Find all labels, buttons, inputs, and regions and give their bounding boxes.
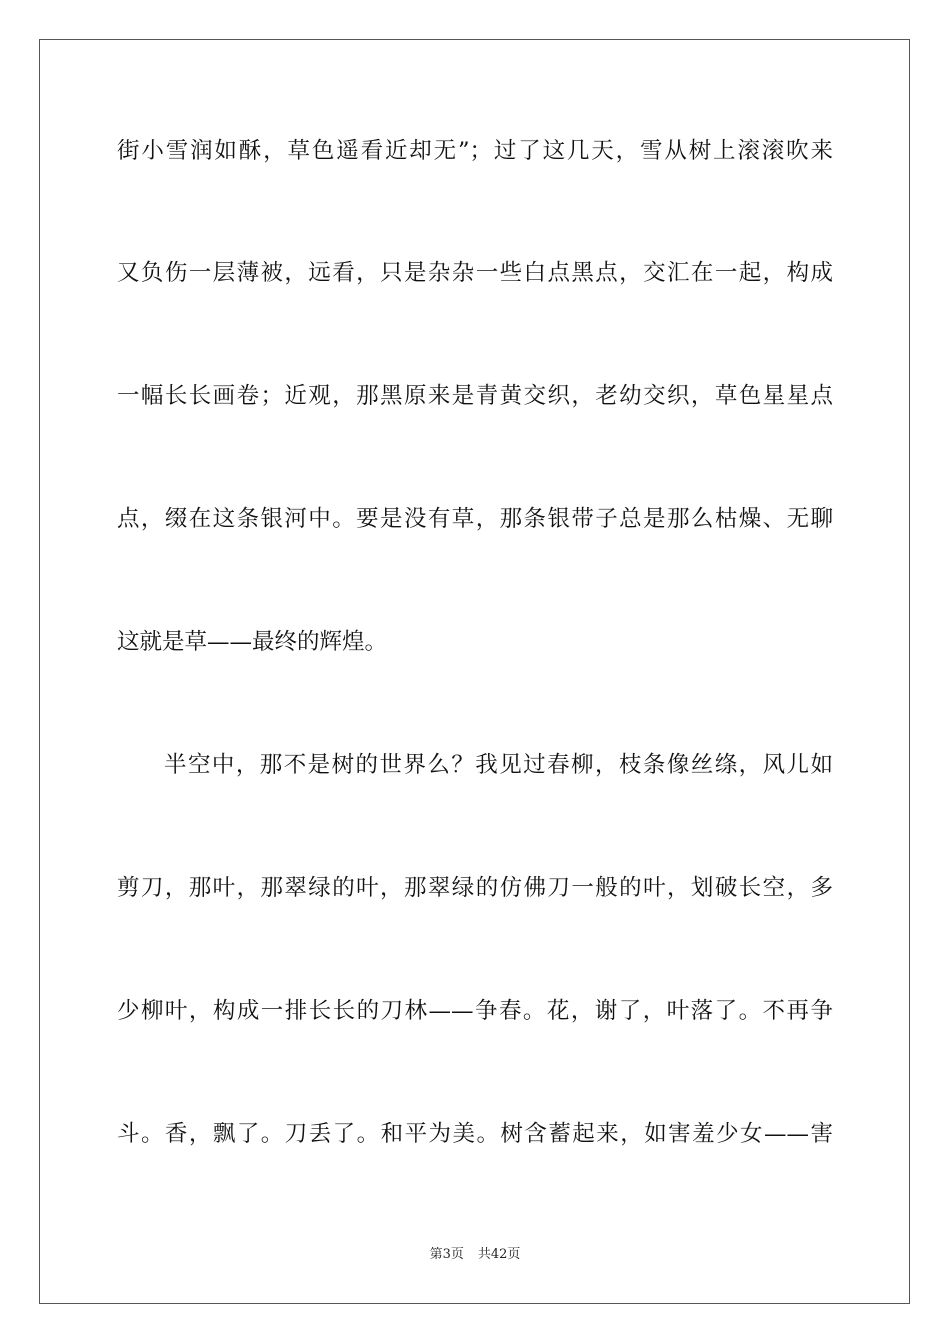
text-line: 街小雪润如酥，草色遥看近却无”；过了这几天，雪从树上滚滚吹来 xyxy=(117,138,833,164)
text-line: 一幅长长画卷；近观，那黑原来是青黄交织，老幼交织，草色星星点 xyxy=(117,383,833,409)
text-line: 这就是草——最终的辉煌。 xyxy=(117,629,388,655)
page-footer xyxy=(0,1246,950,1264)
text-line: 斗。香，飘了。刀丢了。和平为美。树含蓄起来，如害羞少女——害 xyxy=(117,1121,833,1147)
page-number: 第3页 xyxy=(429,1247,464,1262)
page-border xyxy=(39,39,910,1304)
text-line: 又负伤一层薄被，远看，只是杂杂一些白点黑点，交汇在一起，构成 xyxy=(117,260,833,286)
page-total: 共42页 xyxy=(477,1247,521,1262)
text-line: 半空中，那不是树的世界么？我见过春柳，枝条像丝绦，风儿如 xyxy=(164,752,833,778)
text-line: 少柳叶，构成一排长长的刀林——争春。花，谢了，叶落了。不再争 xyxy=(117,998,833,1024)
text-line: 剪刀，那叶，那翠绿的叶，那翠绿的仿佛刀一般的叶，划破长空，多 xyxy=(117,875,833,901)
text-line: 点，缀在这条银河中。要是没有草，那条银带子总是那么枯燥、无聊 xyxy=(117,506,833,532)
